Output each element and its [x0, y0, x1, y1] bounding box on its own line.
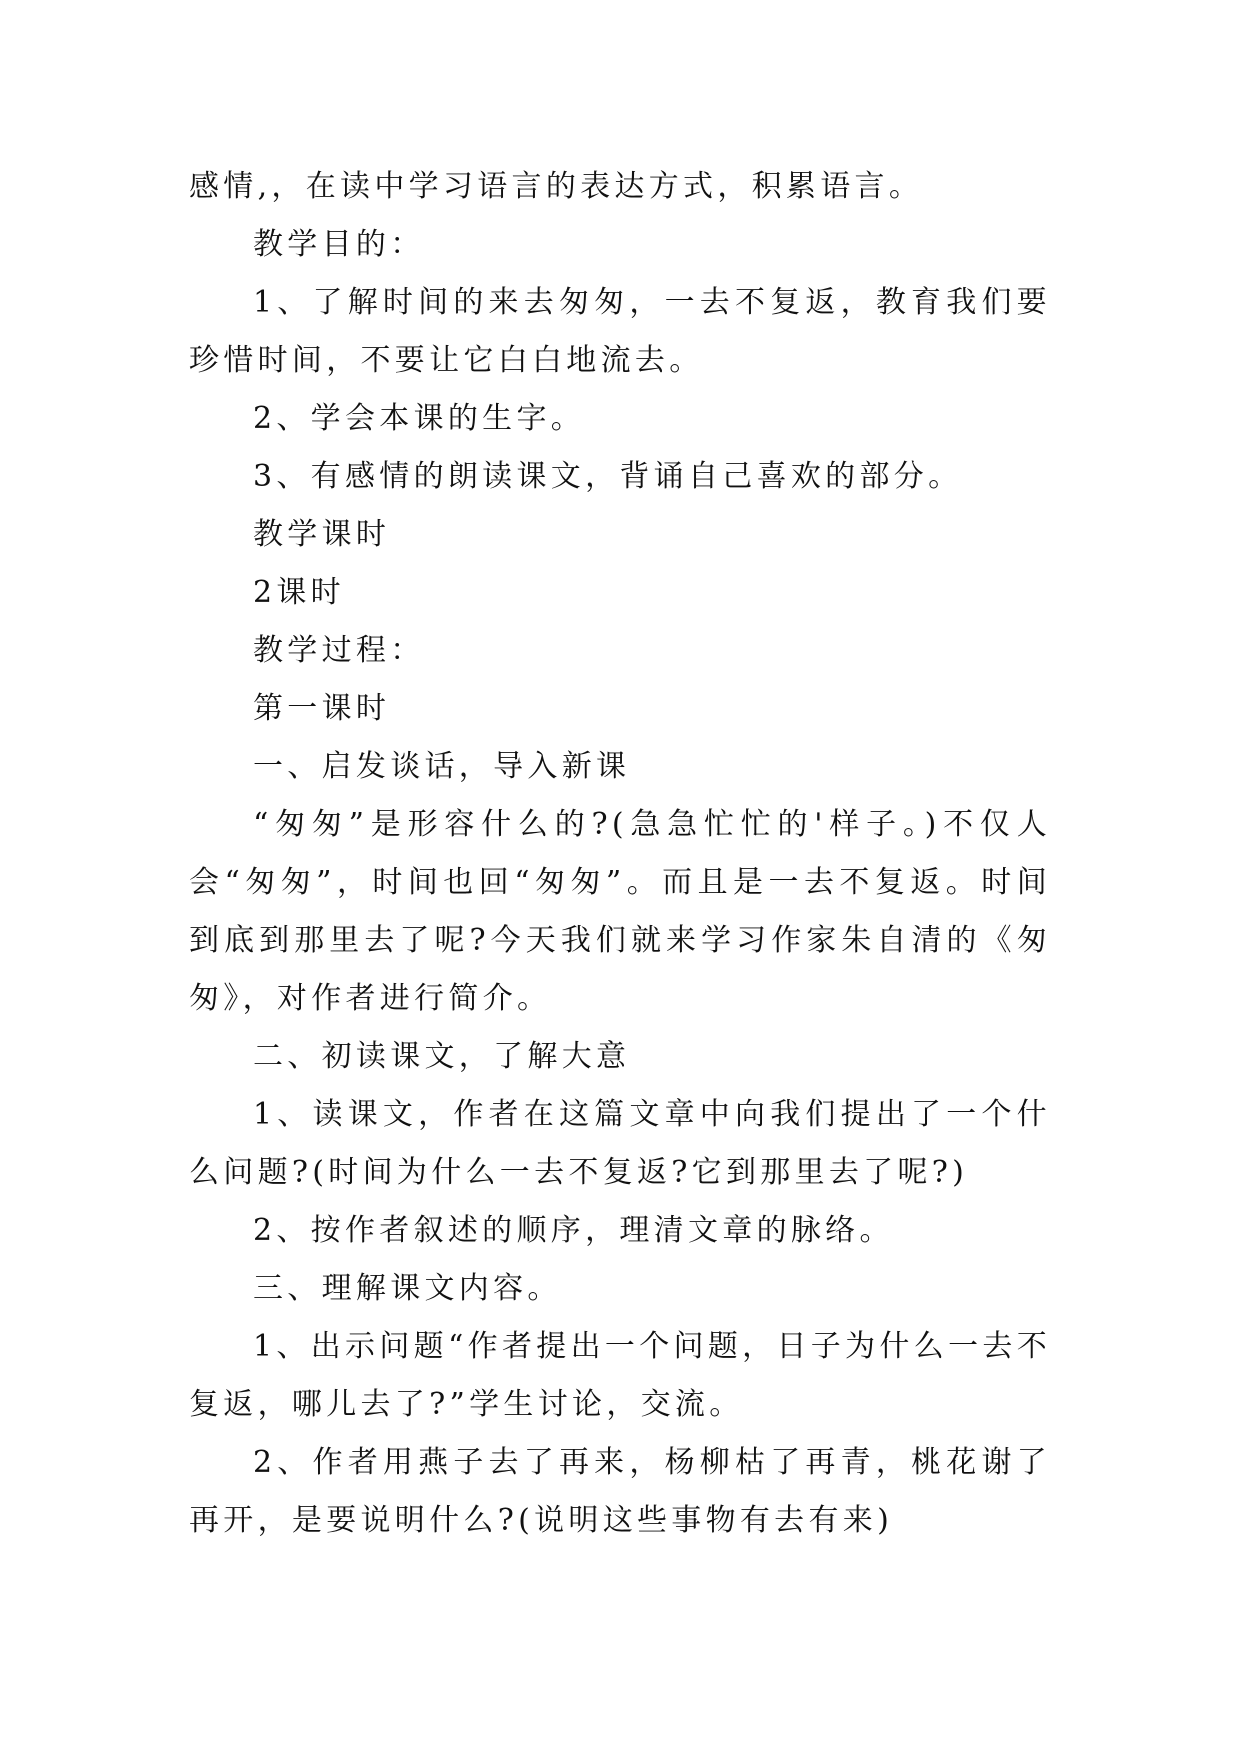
paragraph: 教学课时 [253, 517, 391, 552]
paragraph: “匆匆”是形容什么的?(急急忙忙的'样子。)不仅人会“匆匆”，时间也回“匆匆”。而且是一去不复返。时间到底到那里去了呢?今天我们就来学习作家朱自清的《匆匆》，对作者进行简介。 [189, 807, 1051, 1016]
paragraph: 2、按作者叙述的顺序，理清文章的脉络。 [253, 1213, 894, 1248]
paragraph: 第一课时 [253, 691, 391, 726]
paragraph: 二、初读课文，了解大意 [253, 1039, 631, 1074]
paragraph: 三、理解课文内容。 [253, 1271, 562, 1306]
paragraph: 3、有感情的朗读课文，背诵自己喜欢的部分。 [253, 459, 963, 494]
paragraph: 感情,，在读中学习语言的表达方式，积累语言。 [189, 169, 924, 204]
paragraph: 一、启发谈话，导入新课 [253, 749, 631, 784]
document-body [189, 158, 1051, 1550]
paragraph: 1、出示问题“作者提出一个问题，日子为什么一去不复返，哪儿去了?”学生讨论，交流。 [189, 1329, 1051, 1422]
paragraph: 1、了解时间的来去匆匆，一去不复返，教育我们要珍惜时间，不要让它白白地流去。 [189, 285, 1051, 378]
paragraph: 1、读课文，作者在这篇文章中向我们提出了一个什么问题?(时间为什么一去不复返?它到那里去了呢?) [189, 1097, 1051, 1190]
paragraph: 2、作者用燕子去了再来，杨柳枯了再青，桃花谢了再开，是要说明什么?(说明这些事物有去有来) [189, 1445, 1051, 1538]
paragraph: 2课时 [253, 575, 345, 610]
paragraph: 教学目的： [253, 227, 425, 262]
paragraph: 2、学会本课的生字。 [253, 401, 586, 436]
paragraph: 教学过程： [253, 633, 425, 668]
